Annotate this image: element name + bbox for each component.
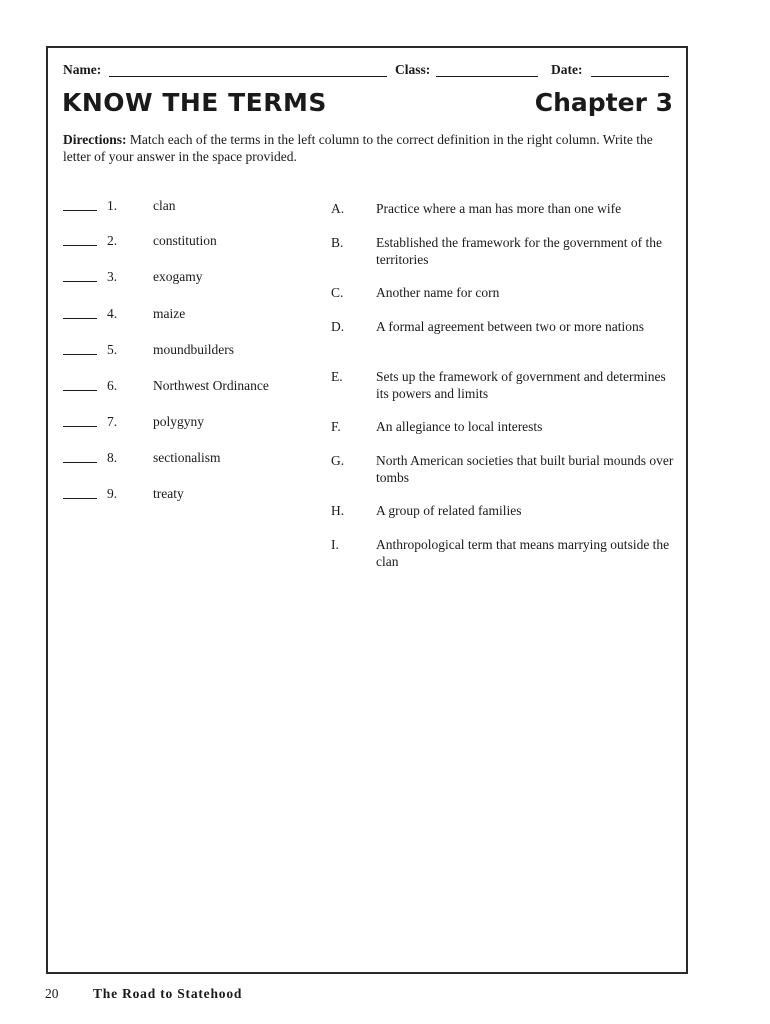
definition-letter: I.: [331, 537, 339, 552]
term-number: 7.: [107, 414, 118, 429]
answer-blank[interactable]: [63, 354, 97, 355]
definition-text: A formal agreement between two or more nations: [376, 319, 645, 334]
term-word: exogamy: [153, 269, 203, 284]
directions-text: Match each of the terms in the left column to the correct definition in the right column. Write the letter of your answer in the space provided.: [63, 132, 653, 164]
term-number: 3.: [107, 269, 118, 284]
answer-blank[interactable]: [63, 281, 97, 282]
term-word: polygyny: [153, 414, 205, 429]
chapter-title: Chapter 3: [534, 88, 673, 117]
term-number: 2.: [107, 233, 118, 248]
definition-letter: A.: [331, 201, 345, 216]
answer-blank[interactable]: [63, 462, 97, 463]
answer-blank[interactable]: [63, 426, 97, 427]
definition-letter: F.: [331, 419, 341, 434]
name-field[interactable]: [109, 76, 387, 77]
page-title: KNOW THE TERMS: [62, 88, 327, 117]
definition-text: Sets up the framework of government and determines its powers and limits: [376, 369, 666, 401]
answer-blank[interactable]: [63, 390, 97, 391]
class-field[interactable]: [436, 76, 538, 77]
book-title: The Road to Statehood: [93, 986, 243, 1001]
date-field[interactable]: [591, 76, 669, 77]
answer-blank[interactable]: [63, 210, 97, 211]
answer-blank[interactable]: [63, 245, 97, 246]
name-label: Name:: [63, 62, 102, 77]
definition-letter: C.: [331, 285, 344, 300]
term-word: moundbuilders: [153, 342, 234, 357]
term-number: 1.: [107, 198, 118, 213]
term-word: treaty: [153, 486, 184, 501]
term-number: 6.: [107, 378, 118, 393]
definition-text: Another name for corn: [376, 285, 500, 300]
answer-blank[interactable]: [63, 318, 97, 319]
definition-text: Anthropological term that means marrying outside the clan: [376, 537, 670, 569]
term-word: sectionalism: [153, 450, 221, 465]
directions-label: Directions:: [63, 132, 127, 147]
definition-letter: B.: [331, 235, 344, 250]
term-word: constitution: [153, 233, 217, 248]
definition-text: A group of related families: [376, 503, 522, 518]
term-number: 9.: [107, 486, 118, 501]
definition-text: An allegiance to local interests: [376, 419, 543, 434]
definition-letter: G.: [331, 453, 345, 468]
term-word: clan: [153, 198, 176, 213]
definition-text: Practice where a man has more than one wife: [376, 201, 622, 216]
answer-blank[interactable]: [63, 498, 97, 499]
term-word: maize: [153, 306, 186, 321]
term-number: 8.: [107, 450, 118, 465]
definition-text: Established the framework for the government of the territories: [376, 235, 663, 267]
term-word: Northwest Ordinance: [153, 378, 269, 393]
definition-letter: H.: [331, 503, 345, 518]
student-info-row: [63, 62, 673, 80]
definition-letter: E.: [331, 369, 343, 384]
definition-text: North American societies that built burial mounds over tombs: [376, 453, 674, 485]
term-number: 5.: [107, 342, 118, 357]
class-label: Class:: [395, 62, 431, 77]
definition-letter: D.: [331, 319, 345, 334]
term-number: 4.: [107, 306, 118, 321]
date-label: Date:: [551, 62, 583, 77]
page-number: 20: [45, 986, 59, 1001]
directions: [63, 131, 678, 165]
